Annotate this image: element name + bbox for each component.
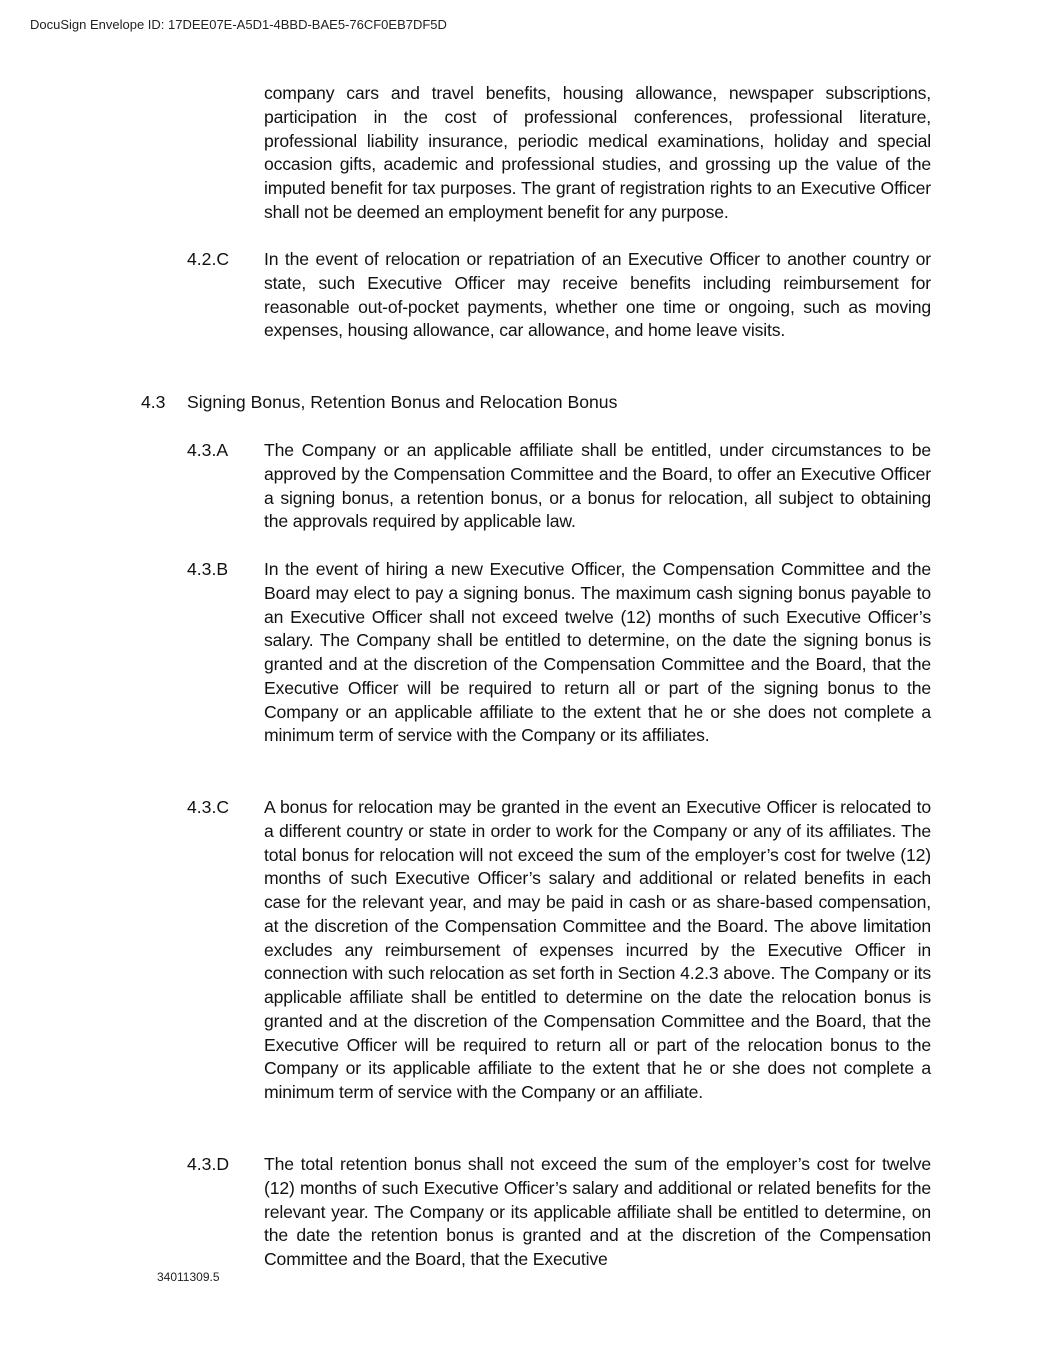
section-4-3-b-text: In the event of hiring a new Executive Officer, the Compensation Committee and the Board may elect to pay a signing bonus. The maximum cash signing bonus payable to an Executive Officer shall not exceed twelve (12) months of such Executive Officer’s salary. The Company shall be entitled to determine, on the date the signing bonus is granted and at the discretion of the Compensation Committee and the Board, that the Executive Officer will be required to return all or part of the signing bonus to the Company or an applicable affiliate to the extent that he or she does not complete a minimum term of service with the Company or its affiliates. — [264, 559, 931, 746]
section-4-3-d-text: The total retention bonus shall not exceed the sum of the employer’s cost for twelve (12) months of such Executive Officer’s salary and additional or related benefits for the relevant year. The Company or its applicable affiliate shall be entitled to determine, on the date the retention bonus is granted and at the discretion of the Compensation Committee and the Board, that the Executive — [264, 1154, 931, 1269]
section-4-3-a-number: 4.3.A — [187, 440, 229, 460]
section-4-3-a-text: The Company or an applicable affiliate shall be entitled, under circumstances to be approved by the Compensation Committee and the Board, to offer an Executive Officer a signing bonus, a retention bonus, or a bonus for relocation, all subject to obtaining the approvals required by applicable law. — [264, 440, 931, 532]
section-4-3-d-number: 4.3.D — [187, 1154, 230, 1174]
section-4-3-b-number: 4.3.B — [187, 559, 229, 579]
continuation-paragraph: company cars and travel benefits, housing allowance, newspaper subscriptions, participation in the cost of professional conferences, professional literature, professional liability insurance, periodic medical examinations, holiday and special occasion gifts, academic and professional studies, and grossing up the value of the imputed benefit for tax purposes. The grant of registration rights to an Executive Officer shall not be deemed an employment benefit for any purpose. — [264, 83, 931, 222]
docusign-envelope-id: DocuSign Envelope ID: 17DEE07E-A5D1-4BBD-BAE5-76CF0EB7DF5D — [30, 17, 447, 32]
document-footer-number: 34011309.5 — [157, 1270, 220, 1284]
section-4-2-c-number: 4.2.C — [187, 249, 230, 269]
section-4-3-number: 4.3 — [141, 392, 166, 412]
section-4-3-heading: Signing Bonus, Retention Bonus and Relocation Bonus — [187, 392, 618, 412]
section-4-3-c-text: A bonus for relocation may be granted in the event an Executive Officer is relocated to a different country or state in order to work for the Company or any of its affiliates. The total bonus for relocation will not exceed the sum of the employer’s cost for twelve (12) months of such Executive Officer’s salary and additional or related benefits in each case for the relevant year, and may be paid in cash or as share-based compensation, at the discretion of the Compensation Committee and the Board. The above limitation excludes any reimbursement of expenses incurred by the Executive Officer in connection with such relocation as set forth in Section 4.2.3 above. The Company or its applicable affiliate shall be entitled to determine on the date the relocation bonus is granted and at the discretion of the Compensation Committee and the Board, that the Executive Officer will be required to return all or part of the relocation bonus to the Company or its applicable affiliate to the extent that he or she does not complete a minimum term of service with the Company or an affiliate. — [264, 797, 931, 1102]
section-4-2-c-text: In the event of relocation or repatriation of an Executive Officer to another country or state, such Executive Officer may receive benefits including reimbursement for reasonable out-of-pocket payments, whether one time or ongoing, such as moving expenses, housing allowance, car allowance, and home leave visits. — [264, 249, 931, 341]
section-4-3-c-number: 4.3.C — [187, 797, 230, 817]
